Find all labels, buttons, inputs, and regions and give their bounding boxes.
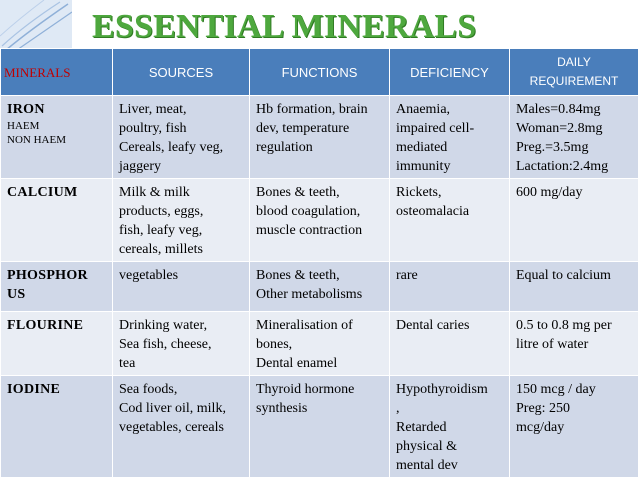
- sources-line: tea: [119, 356, 136, 371]
- deficiency-line: Hypothyroidism: [396, 382, 488, 397]
- mineral-subtype: NON HAEM: [7, 134, 66, 146]
- requirement-line: Equal to calcium: [516, 268, 611, 283]
- requirement-cell: [510, 179, 638, 262]
- mineral-name-cell: [1, 376, 113, 478]
- requirement-line: Woman=2.8mg: [516, 121, 603, 136]
- requirement-line: 0.5 to 0.8 mg per: [516, 318, 612, 333]
- page-title: ESSENTIAL MINERALS: [92, 8, 477, 45]
- sources-cell: [113, 179, 250, 262]
- deficiency-cell: [390, 179, 510, 262]
- deficiency-line: physical &: [396, 439, 458, 454]
- deficiency-line: Rickets,: [396, 185, 442, 200]
- functions-cell: [250, 312, 390, 376]
- requirement-line: Preg: 250: [516, 401, 571, 416]
- requirement-cell: [510, 312, 638, 376]
- requirement-line: Preg.=3.5mg: [516, 140, 589, 155]
- table-row: [1, 96, 638, 179]
- mineral-name: IRON: [7, 102, 45, 117]
- sources-line: Cereals, leafy veg,: [119, 140, 224, 155]
- functions-cell: [250, 376, 390, 478]
- requirement-line: litre of water: [516, 337, 589, 352]
- functions-cell: [250, 96, 390, 179]
- deficiency-line: osteomalacia: [396, 204, 470, 219]
- column-header-minerals: MINERALS: [1, 49, 113, 96]
- functions-line: bones,: [256, 337, 293, 352]
- mineral-name: FLOURINE: [7, 318, 84, 333]
- curved-lines-logo-icon: [0, 0, 72, 52]
- deficiency-cell: [390, 262, 510, 312]
- functions-line: Bones & teeth,: [256, 268, 340, 283]
- table-body: [1, 96, 638, 478]
- functions-line: Bones & teeth,: [256, 185, 340, 200]
- minerals-table: [0, 48, 638, 478]
- column-header-daily-requirement: DAILY REQUIREMENT: [510, 49, 638, 96]
- mineral-name-cell: [1, 179, 113, 262]
- sources-cell: [113, 262, 250, 312]
- sources-cell: [113, 312, 250, 376]
- requirement-cell: [510, 262, 638, 312]
- sources-cell: [113, 376, 250, 478]
- requirement-line: mcg/day: [516, 420, 565, 435]
- requirement-cell: [510, 96, 638, 179]
- sources-line: vegetables, cereals: [119, 420, 224, 435]
- mineral-name-line: PHOSPHOR: [7, 268, 88, 283]
- sources-line: Sea fish, cheese,: [119, 337, 212, 352]
- mineral-name-line: US: [7, 287, 26, 302]
- deficiency-line: mental dev: [396, 458, 458, 473]
- deficiency-cell: [390, 376, 510, 478]
- sources-cell: [113, 96, 250, 179]
- deficiency-cell: [390, 312, 510, 376]
- mineral-name-cell: [1, 312, 113, 376]
- sources-line: jaggery: [119, 159, 161, 174]
- functions-line: Dental enamel: [256, 356, 338, 371]
- table-row: [1, 179, 638, 262]
- functions-line: regulation: [256, 140, 313, 155]
- functions-line: blood coagulation,: [256, 204, 361, 219]
- functions-line: muscle contraction: [256, 223, 363, 238]
- deficiency-line: Retarded: [396, 420, 447, 435]
- mineral-name: CALCIUM: [7, 185, 78, 200]
- mineral-name-cell: [1, 96, 113, 179]
- deficiency-cell: [390, 96, 510, 179]
- mineral-name-cell: [1, 262, 113, 312]
- functions-cell: [250, 262, 390, 312]
- requirement-line: Males=0.84mg: [516, 102, 601, 117]
- sources-line: Sea foods,: [119, 382, 178, 397]
- table-row: [1, 262, 638, 312]
- functions-cell: [250, 179, 390, 262]
- requirement-line: 600 mg/day: [516, 185, 583, 200]
- deficiency-line: mediated: [396, 140, 448, 155]
- deficiency-line: Dental caries: [396, 318, 470, 333]
- sources-line: products, eggs,: [119, 204, 204, 219]
- sources-line: Milk & milk: [119, 185, 190, 200]
- mineral-name: IODINE: [7, 382, 61, 397]
- table-header-row: [1, 49, 638, 96]
- deficiency-line: Anaemia,: [396, 102, 451, 117]
- mineral-subtype: HAEM: [7, 120, 40, 132]
- table-row: [1, 376, 638, 478]
- deficiency-line: immunity: [396, 159, 451, 174]
- sources-line: Drinking water,: [119, 318, 208, 333]
- sources-line: poultry, fish: [119, 121, 187, 136]
- column-header-sources: SOURCES: [113, 49, 250, 96]
- functions-line: synthesis: [256, 401, 308, 416]
- column-header-deficiency: DEFICIENCY: [390, 49, 510, 96]
- sources-line: fish, leafy veg,: [119, 223, 203, 238]
- table-row: [1, 312, 638, 376]
- deficiency-line: ,: [396, 401, 400, 416]
- deficiency-line: rare: [396, 268, 418, 283]
- functions-line: Hb formation, brain: [256, 102, 368, 117]
- deficiency-line: impaired cell-: [396, 121, 475, 136]
- requirement-cell: [510, 376, 638, 478]
- sources-line: Liver, meat,: [119, 102, 187, 117]
- functions-line: Mineralisation of: [256, 318, 353, 333]
- sources-line: vegetables: [119, 268, 179, 283]
- functions-line: dev, temperature: [256, 121, 350, 136]
- sources-line: cereals, millets: [119, 242, 203, 257]
- requirement-line: Lactation:2.4mg: [516, 159, 609, 174]
- functions-line: Thyroid hormone: [256, 382, 355, 397]
- requirement-line: 150 mcg / day: [516, 382, 596, 397]
- sources-line: Cod liver oil, milk,: [119, 401, 226, 416]
- functions-line: Other metabolisms: [256, 287, 363, 302]
- column-header-functions: FUNCTIONS: [250, 49, 390, 96]
